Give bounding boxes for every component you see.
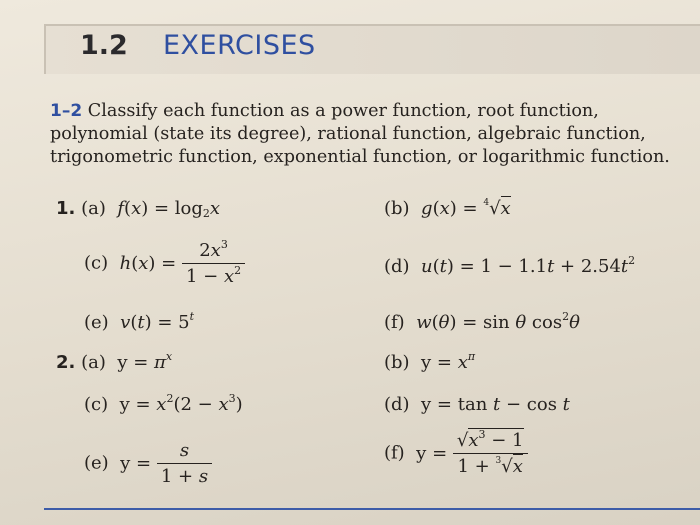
problem-2e	[84, 440, 212, 487]
math-expression: g(x) = $^4$√x	[421, 198, 511, 219]
problem-1f	[384, 312, 580, 333]
problem-number: 2.	[56, 352, 76, 373]
part-label: (c)	[84, 252, 109, 274]
math-expression: h(x) = $\frac{2x^3}{1 - x^2}$	[114, 253, 245, 274]
problem-2f	[384, 430, 528, 477]
instructions-text: Classify each function as a power function, root function, polynomial (state its degree), rational function, algebraic function, trigonometric function, exponential function, or logarithmic function.	[50, 101, 670, 167]
exercise-range: 1–2	[50, 101, 83, 121]
math-expression: $f(x) = \log_2x$	[117, 198, 221, 220]
bottom-rule	[44, 508, 700, 510]
part-label: (a)	[81, 198, 106, 219]
math-expression: w(θ) = sin θ $\cos^2\theta$	[416, 310, 580, 333]
problem-2c	[84, 394, 243, 415]
problem-2a	[56, 352, 172, 373]
math-expression: y = $\frac{s}{1 + s}$	[114, 453, 212, 474]
part-label: (a)	[81, 352, 106, 373]
math-expression: $v(t) = 5^t$	[120, 310, 195, 333]
math-expression: $y = x^\pi$	[415, 350, 476, 373]
problem-1e	[84, 312, 194, 333]
part-label: (d)	[384, 256, 410, 277]
header-top-rule	[44, 24, 700, 26]
math-expression: y = tan t − cos t	[415, 394, 570, 415]
section-number: 1.2	[80, 30, 128, 61]
problem-1d	[384, 256, 635, 277]
problem-1b	[384, 198, 511, 219]
part-label: (f)	[384, 312, 405, 333]
math-expression: $y = x^2(2 - x^3)$	[113, 392, 243, 415]
math-expression: $y = \pi^x$	[111, 350, 173, 373]
part-label: (e)	[84, 312, 109, 333]
problem-1c	[84, 240, 245, 287]
math-expression: y = $\frac{√x^3 - 1}{1 + ^3√x}$	[410, 443, 527, 464]
problem-2d	[384, 394, 570, 415]
part-label: (d)	[384, 394, 410, 415]
problem-2b	[384, 352, 475, 373]
instructions	[50, 100, 695, 169]
part-label: (f)	[384, 442, 405, 464]
problem-1a	[56, 198, 220, 219]
math-expression: $u(t) = 1 - 1.1t + 2.54t^2$	[421, 254, 636, 277]
section-title: EXERCISES	[163, 30, 316, 61]
part-label: (b)	[384, 352, 410, 373]
part-label: (e)	[84, 452, 109, 474]
problem-number: 1.	[56, 198, 76, 219]
header-left-rule	[44, 24, 46, 74]
part-label: (b)	[384, 198, 410, 219]
part-label: (c)	[84, 394, 109, 415]
section-header-band	[44, 24, 700, 74]
